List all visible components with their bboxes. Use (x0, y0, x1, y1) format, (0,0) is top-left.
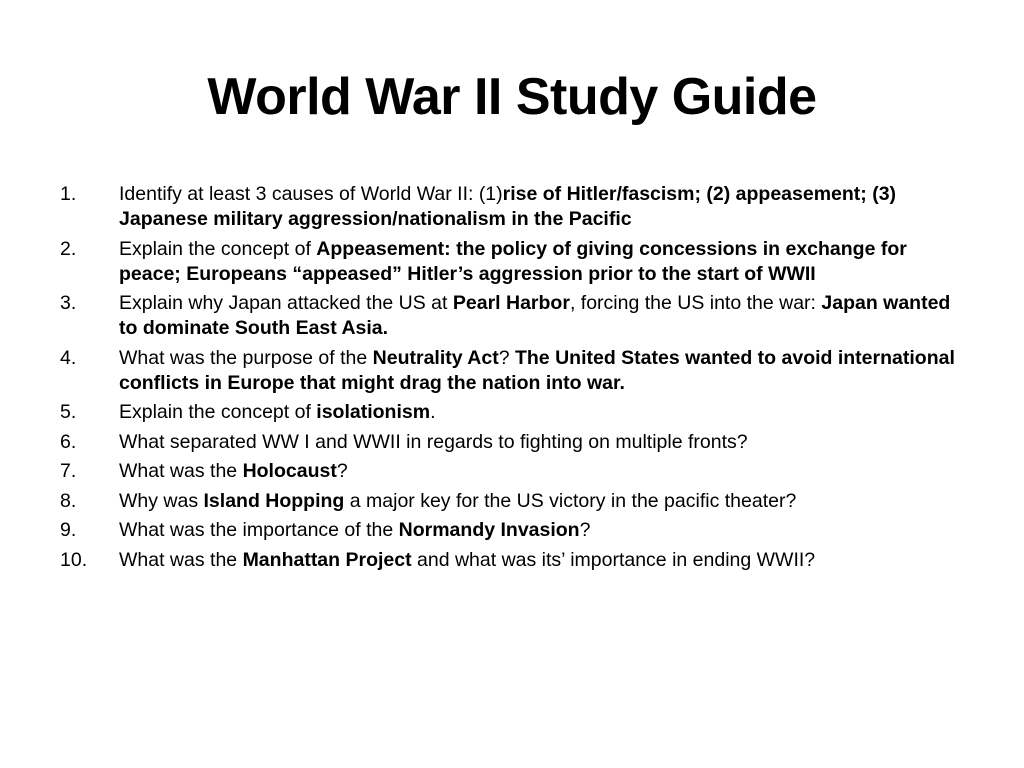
list-item (60, 430, 970, 455)
item-text-part: and what was its’ importance in ending WWII? (411, 548, 816, 571)
item-text-part: Explain the concept of (119, 237, 317, 260)
study-question-list (60, 182, 970, 577)
list-item (60, 548, 970, 573)
item-text (119, 548, 970, 573)
item-text-part: , forcing the US into the war: (569, 292, 822, 314)
item-text-part-bold: Normandy Invasion (398, 519, 580, 541)
item-text-part-bold: rise of Hitler/fascism; (2) appeasement; (3) Japanese military aggression/nationalism in the Pacific (119, 183, 897, 230)
item-text-part: What was the (119, 460, 243, 482)
item-text-part-bold: Manhattan Project (242, 548, 412, 571)
item-text (119, 291, 970, 341)
item-text (119, 430, 970, 455)
item-text (119, 489, 970, 514)
slide-title: World War II Study Guide (207, 68, 817, 126)
list-item (60, 237, 970, 287)
item-number: 6. (60, 430, 77, 453)
item-text-part: What was the importance of the (119, 519, 399, 541)
item-number: 1. (60, 183, 77, 205)
item-number: 10. (60, 548, 88, 571)
list-item (60, 489, 970, 514)
item-text-part-bold: The United States wanted to avoid international conflicts in Europe that might drag the nation into war. (119, 346, 955, 394)
item-text-part-bold: Neutrality Act (372, 346, 499, 369)
item-text (119, 346, 970, 396)
item-text-part: Explain why Japan attacked the US at (119, 292, 453, 314)
item-text-part-bold: Japan wanted to dominate South East Asia. (119, 292, 951, 339)
item-text-part-bold: Pearl Harbor (452, 292, 570, 314)
list-item (60, 459, 970, 484)
item-text-part: What separated WW I and WWII in regards to fighting on multiple fronts? (119, 430, 748, 453)
item-text (119, 237, 970, 287)
item-number: 5. (60, 401, 77, 423)
item-number: 8. (60, 489, 77, 512)
list-item (60, 518, 970, 543)
item-text-part: ? (579, 519, 591, 541)
item-text-part: What was the purpose of the (119, 346, 373, 369)
item-text-part-bold: Holocaust (242, 460, 337, 482)
item-text-part-bold: Appeasement: the policy of giving concessions in exchange for peace; Europeans “appeased” Hitler’s aggression prior to the start of WWII (119, 237, 907, 285)
item-number: 2. (60, 237, 77, 260)
item-text-part: . (430, 401, 436, 423)
item-text (119, 182, 970, 232)
item-text (119, 459, 970, 484)
item-text (119, 518, 970, 543)
item-text-part: Identify at least 3 causes of World War II: (1) (119, 183, 503, 205)
list-item (60, 291, 970, 341)
item-text-part: ? (498, 346, 515, 369)
list-item (60, 182, 970, 232)
item-text-part-bold: isolationism (316, 401, 431, 423)
item-number: 4. (60, 346, 77, 369)
item-number: 9. (60, 519, 77, 541)
item-text-part: a major key for the US victory in the pacific theater? (344, 489, 797, 512)
item-text-part: Explain the concept of (119, 401, 317, 423)
list-item (60, 400, 970, 425)
item-text-part-bold: Island Hopping (203, 489, 345, 512)
item-text-part: Why was (119, 489, 204, 512)
item-number: 7. (60, 460, 77, 482)
item-text-part: ? (336, 460, 348, 482)
item-text (119, 400, 970, 425)
item-number: 3. (60, 292, 77, 314)
item-text-part: What was the (119, 548, 243, 571)
list-item (60, 346, 970, 396)
